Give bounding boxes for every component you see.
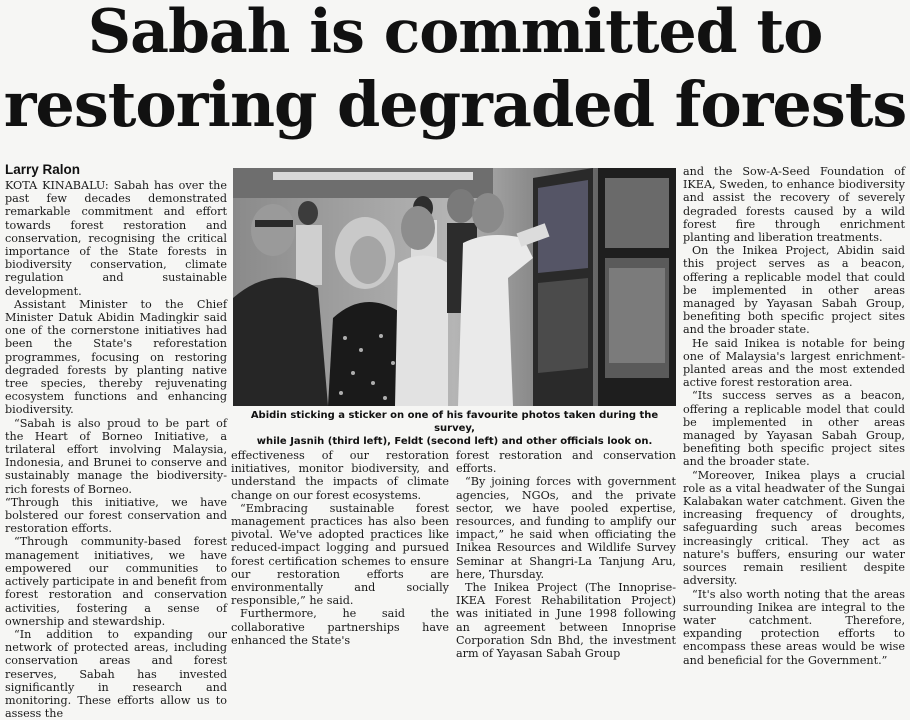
paragraph: “It's also worth noting that the areas surrounding Inikea are integral to the water catchment. Therefore, expanding protection efforts to encompass these areas would be wise and beneficial for the Government.” [683,587,905,667]
paragraph: “Embracing sustainable forest management practices has also been pivotal. We've adopted practices like reduced-impact logging and pursued forest certification schemes to ensure our restoration efforts are environmentally and socially responsible,” he said. [231,501,449,608]
paragraph: Assistant Minister to the Chief Minister Datuk Abidin Madingkir said one of the cornerstone initiatives had been the State's reforestation programmes, focusing on restoring degraded forests by planting native tree species, thereby rejuvenating ecosystem functions and enhancing biodiversity. [5,297,227,417]
news-photo-image [233,168,676,406]
paragraph: On the Inikea Project, Abidin said this project serves as a beacon, offering a replicable model that could be implemented in other areas managed by Yayasan Sabah Group, benefiting both specific project sites and the broader state. [683,244,905,337]
article-column-1 [5,179,227,720]
paragraph: “Its success serves as a beacon, offering a replicable model that could be implemented in other areas managed by Yayasan Sabah Group, benefiting both specific project sites and the broader state. [683,389,905,469]
headline-line-1: Sabah is committed to [87,0,823,67]
paragraph: “Through community-based forest management initiatives, we have empowered our communities to actively participate in and benefit from forest restoration and conservation activities, fostering a sense of ownership and stewardship. [5,535,227,628]
paragraph: effectiveness of our restoration initiatives, monitor biodiversity, and understand the impacts of climate change on our forest ecosystems. [231,449,449,502]
paragraph: “By joining forces with government agencies, NGOs, and the private sector, we have pooled expertise, resources, and funding to amplify our impact,” he said when officiating the Inikea Resources and Wildlife Survey Seminar at Shangri-La Tanjung Aru, here, Thursday. [456,475,676,581]
caption-line-2: while Jasnih (third left), Feldt (second left) and other officials look on. [256,436,653,447]
paragraph: Furthermore, he said the collaborative partnerships have enhanced the State's [231,607,449,647]
photo-caption [233,409,676,448]
caption-line-1: Abidin sticking a sticker on one of his favourite photos taken during the survey, [250,410,659,434]
paragraph: “Moreover, Inikea plays a crucial role as a vital headwater of the Sungai Kalabakan water catchment. Given the increasing frequency of droughts, safeguarding such areas becomes increasingly critical. They act as nature's buffers, ensuring our water sources remain resilient despite adversity. [683,468,905,588]
paragraph: and the Sow-A-Seed Foundation of IKEA, Sweden, to enhance biodiversity and assist the recovery of severely degraded forests caused by a wild forest fire through enrichment planting and liberation treatments. [683,165,905,245]
paragraph: The Inikea Project (The Innoprise-IKEA Forest Rehabilitation Project) was initiated in June 1998 following an agreement between Innoprise Corporation Sdn Bhd, the investment arm of Yayasan Sabah Group [456,581,676,661]
article-column-2 [231,449,449,647]
paragraph: KOTA KINABALU: Sabah has over the past few decades demonstrated remarkable commitment and effort towards forest restoration and conservation, recognising the critical importance of the State forests in biodiversity conservation, climate regulation and sustainable development. [5,179,227,298]
article-column-4 [683,165,905,667]
paragraph: “Sabah is also proud to be part of the Heart of Borneo Initiative, a trilateral effort involving Malaysia, Indonesia, and Brunei to conserve and sustainably manage the biodiversity-rich forests of Borneo. [5,416,227,496]
headline-line-2: restoring degraded forests [3,68,907,141]
paragraph: He said Inikea is notable for being one of Malaysia's largest enrichment-planted areas and the most extended active forest restoration area. [683,336,905,390]
article-column-3 [456,449,676,661]
paragraph: forest restoration and conservation efforts. [456,449,676,476]
paragraph: “In addition to expanding our network of protected areas, including conservation areas and forest reserves, Sabah has invested significantly in research and monitoring. These efforts allow us to assess the [5,627,227,720]
byline: Larry Ralon [5,162,81,177]
paragraph: “Through this initiative, we have bolstered our forest conservation and restoration efforts. [5,495,227,536]
news-photo [233,168,676,406]
